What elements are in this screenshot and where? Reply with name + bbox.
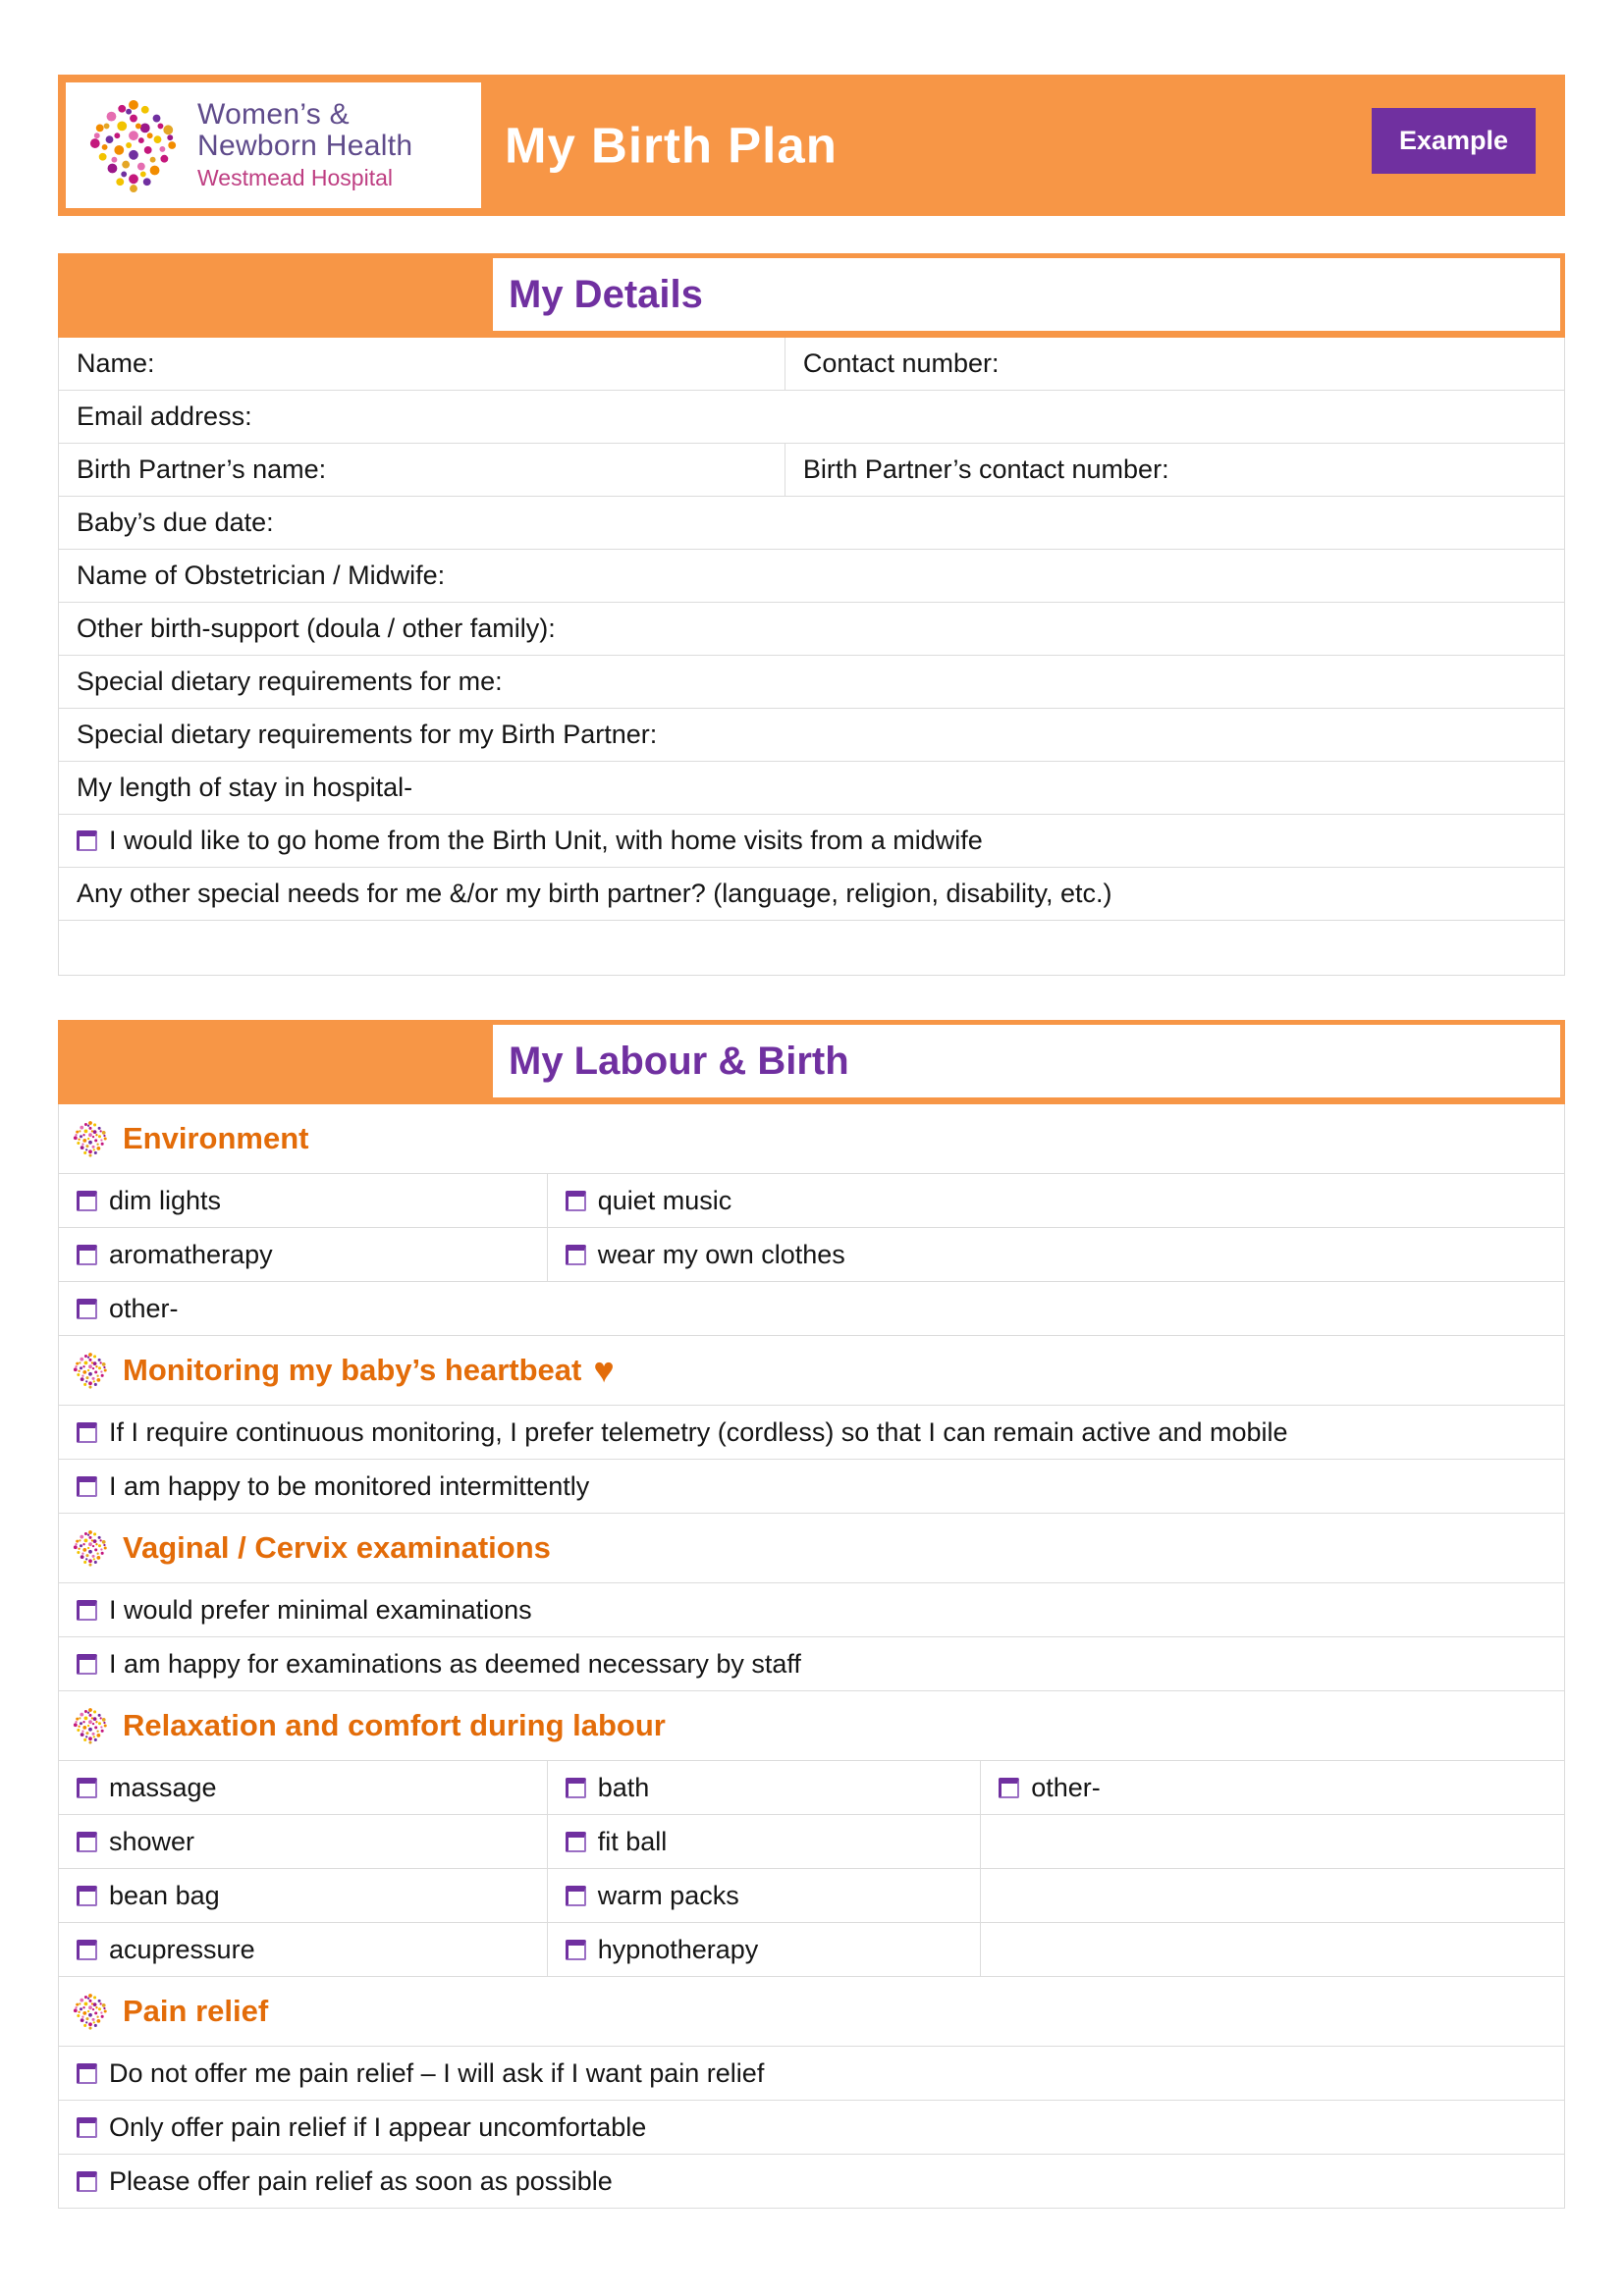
checkbox[interactable]	[77, 1422, 97, 1443]
checkbox-item	[59, 1923, 547, 1976]
checkbox-item	[980, 1761, 1564, 1814]
checkbox[interactable]	[566, 1940, 586, 1960]
field-label: Birth Partner’s contact number:	[785, 444, 1564, 496]
checkbox-item	[547, 1869, 981, 1922]
table-row	[59, 656, 1564, 709]
table-row	[59, 868, 1564, 921]
brand-text	[197, 99, 412, 191]
section-title: Pain relief	[123, 1994, 269, 2028]
checkbox-row	[59, 2047, 1564, 2101]
section-title: Environment	[123, 1121, 309, 1155]
checkbox[interactable]	[566, 1886, 586, 1906]
checkbox[interactable]	[566, 1832, 586, 1852]
empty-cell	[980, 1869, 1564, 1922]
my-labour-banner	[58, 1020, 1565, 1104]
checkbox[interactable]	[77, 1245, 97, 1265]
checkbox[interactable]	[77, 830, 97, 851]
table-row	[59, 709, 1564, 762]
checkbox-row	[59, 1460, 1564, 1514]
checkbox[interactable]	[77, 1832, 97, 1852]
field-label: Name of Obstetrician / Midwife:	[77, 561, 446, 590]
table-row	[59, 762, 1564, 815]
section-title: Relaxation and comfort during labour	[123, 1708, 666, 1742]
checkbox-row	[59, 815, 1564, 868]
table-row	[59, 603, 1564, 656]
checkbox-row	[59, 1637, 1564, 1691]
checkbox[interactable]	[77, 1886, 97, 1906]
section-title: Vaginal / Cervix examinations	[123, 1530, 551, 1565]
section-heading-monitoring	[59, 1336, 1564, 1406]
checkbox-item	[547, 1761, 981, 1814]
checkbox-item	[59, 2047, 1564, 2100]
checkbox-label: Only offer pain relief if I appear uncomfortable	[109, 2111, 647, 2142]
checkbox-item	[547, 1815, 981, 1868]
checkbox[interactable]	[999, 1778, 1019, 1798]
field-label: Baby’s due date:	[77, 507, 274, 537]
empty-cell	[59, 921, 1564, 975]
field-label: Contact number:	[785, 338, 1564, 390]
section-heading-examinations	[59, 1514, 1564, 1583]
checkbox-label: quiet music	[597, 1185, 732, 1215]
section-heading-relaxation	[59, 1691, 1564, 1761]
table-row	[59, 497, 1564, 550]
checkbox-label: massage	[109, 1772, 217, 1802]
section-heading-environment	[59, 1104, 1564, 1174]
empty-row	[59, 921, 1564, 975]
hospital-logo	[66, 82, 481, 208]
brand-line-1: Women’s &	[197, 98, 350, 132]
checkbox-label: I am happy to be monitored intermittently	[109, 1470, 590, 1501]
checkbox[interactable]	[77, 1191, 97, 1211]
checkbox-item	[59, 1815, 547, 1868]
checkbox[interactable]	[77, 1476, 97, 1497]
document-page	[58, 75, 1565, 2209]
checkbox-item	[59, 1761, 547, 1814]
checkbox-label: Do not offer me pain relief – I will ask if I want pain relief	[109, 2057, 765, 2088]
checkbox-row	[59, 2155, 1564, 2208]
checkbox[interactable]	[77, 1654, 97, 1675]
checkbox[interactable]	[77, 1299, 97, 1319]
checkbox[interactable]	[566, 1778, 586, 1798]
checkbox-label: fit ball	[597, 1826, 668, 1856]
section-title: Monitoring my baby’s heartbeat	[123, 1353, 582, 1387]
dots-bullet-icon	[72, 1707, 109, 1744]
checkbox-item	[59, 1228, 547, 1281]
table-row	[59, 338, 1564, 391]
checkbox-item	[547, 1228, 1564, 1281]
my-labour-section	[58, 1020, 1565, 2209]
checkbox-label: dim lights	[109, 1185, 222, 1215]
checkbox[interactable]	[566, 1191, 586, 1211]
empty-cell	[980, 1923, 1564, 1976]
my-details-section	[58, 253, 1565, 976]
document-header	[58, 75, 1565, 216]
dots-circle-logo-icon	[85, 97, 182, 193]
checkbox-item	[59, 1282, 1564, 1335]
checkbox-item	[59, 2155, 1564, 2208]
heart-icon: ♥	[593, 1350, 615, 1390]
checkbox-row	[59, 1406, 1564, 1460]
table-row	[59, 391, 1564, 444]
my-details-title: My Details	[509, 272, 703, 316]
my-labour-title: My Labour & Birth	[509, 1039, 849, 1083]
checkbox[interactable]	[77, 1940, 97, 1960]
section-heading-pain-relief	[59, 1977, 1564, 2047]
empty-cell	[980, 1815, 1564, 1868]
checkbox-item	[547, 1923, 981, 1976]
checkbox-item	[59, 1406, 1564, 1459]
checkbox[interactable]	[77, 1778, 97, 1798]
field-label: Special dietary requirements for my Birth Partner:	[77, 720, 658, 749]
checkbox-item	[59, 1174, 547, 1227]
checkbox-label: I would prefer minimal examinations	[109, 1594, 532, 1625]
dots-bullet-icon	[72, 1993, 109, 2030]
checkbox-label: Please offer pain relief as soon as possible	[109, 2165, 613, 2196]
dots-bullet-icon	[72, 1352, 109, 1389]
my-details-title-box	[493, 258, 1560, 331]
checkbox-label: If I require continuous monitoring, I prefer telemetry (cordless) so that I can remain active and mobile	[109, 1416, 1288, 1447]
page-title: My Birth Plan	[505, 117, 838, 174]
checkbox-label: shower	[109, 1826, 195, 1856]
checkbox-label: I am happy for examinations as deemed necessary by staff	[109, 1648, 801, 1679]
checkbox-item	[59, 1460, 1564, 1513]
checkbox-row	[59, 1761, 1564, 1815]
checkbox[interactable]	[77, 2171, 97, 2192]
dots-bullet-icon	[72, 1529, 109, 1567]
checkbox-label: acupressure	[109, 1934, 255, 1964]
checkbox[interactable]	[566, 1245, 586, 1265]
field-label: Any other special needs for me &/or my birth partner? (language, religion, disability, etc.)	[77, 879, 1112, 908]
table-row	[59, 550, 1564, 603]
brand-line-3: Westmead Hospital	[197, 164, 393, 190]
checkbox[interactable]	[77, 2063, 97, 2084]
checkbox-label: aromatherapy	[109, 1239, 273, 1269]
checkbox-label: bath	[597, 1772, 650, 1802]
checkbox[interactable]	[77, 1600, 97, 1621]
checkbox-row	[59, 1923, 1564, 1977]
example-badge: Example	[1372, 108, 1536, 174]
checkbox-row	[59, 1174, 1564, 1228]
checkbox-item	[547, 1174, 1564, 1227]
table-row	[59, 444, 1564, 497]
checkbox-label: other-	[1031, 1772, 1101, 1802]
brand-line-2: Newborn Health	[197, 130, 413, 162]
dots-bullet-icon	[72, 1120, 109, 1157]
field-label: Email address:	[77, 401, 252, 431]
checkbox-row	[59, 1228, 1564, 1282]
checkbox-row	[59, 1282, 1564, 1336]
my-details-banner	[58, 253, 1565, 338]
field-label: Birth Partner’s name:	[77, 454, 327, 484]
checkbox-item	[59, 2101, 1564, 2154]
checkbox-item	[59, 815, 1564, 867]
checkbox-item	[59, 1869, 547, 1922]
checkbox-label: bean bag	[109, 1880, 220, 1910]
my-labour-title-box	[493, 1025, 1560, 1097]
checkbox-label: warm packs	[597, 1880, 739, 1910]
checkbox-label: hypnotherapy	[597, 1934, 759, 1964]
checkbox-item	[59, 1637, 1564, 1690]
checkbox-row	[59, 1583, 1564, 1637]
checkbox-label: wear my own clothes	[597, 1239, 845, 1269]
field-label: My length of stay in hospital-	[77, 773, 413, 802]
checkbox-row	[59, 1815, 1564, 1869]
checkbox[interactable]	[77, 2117, 97, 2138]
field-label: Special dietary requirements for me:	[77, 667, 503, 696]
checkbox-row	[59, 2101, 1564, 2155]
checkbox-label: other-	[109, 1293, 179, 1323]
checkbox-item	[59, 1583, 1564, 1636]
my-labour-table	[58, 1104, 1565, 2209]
checkbox-row	[59, 1869, 1564, 1923]
checkbox-label: I would like to go home from the Birth Unit, with home visits from a midwife	[109, 826, 983, 855]
my-details-table	[58, 338, 1565, 976]
field-label: Other birth-support (doula / other family):	[77, 614, 556, 643]
field-label: Name:	[77, 348, 155, 378]
